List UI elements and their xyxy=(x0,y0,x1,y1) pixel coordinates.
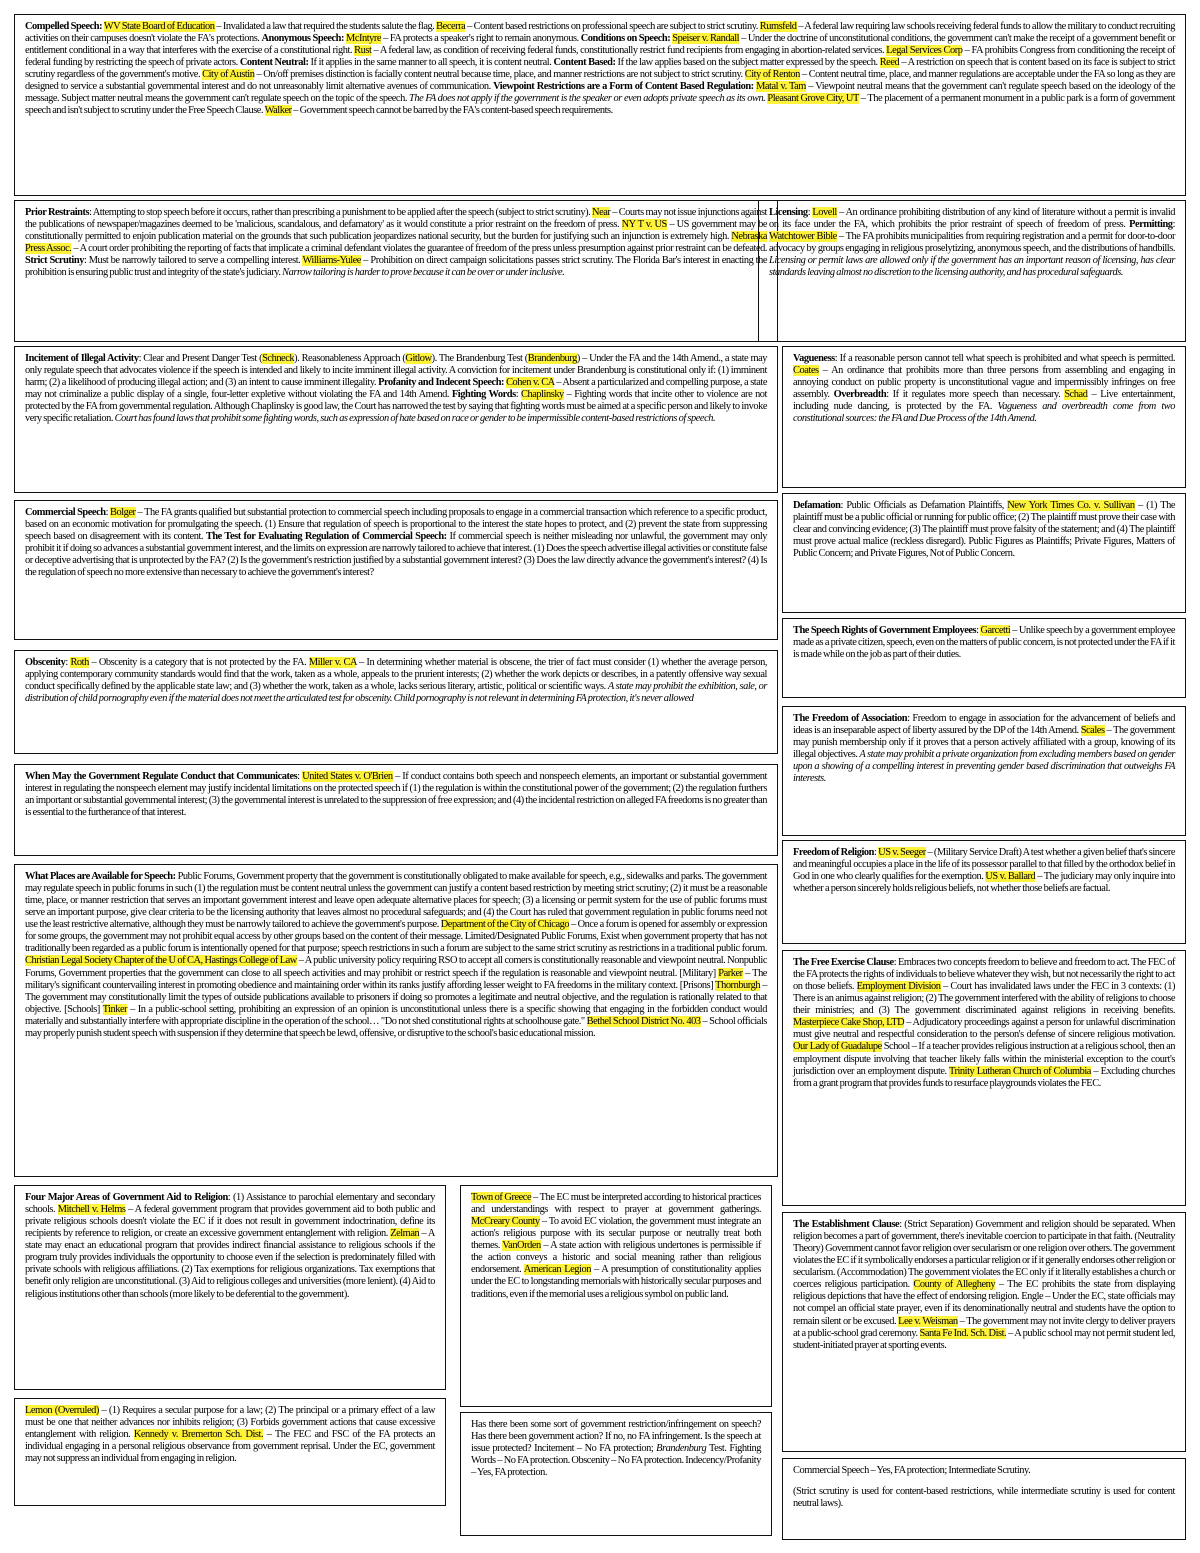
text-segment: : If a reasonable person cannot tell what speech is prohibited and what speech is permitted. xyxy=(834,353,1175,364)
case-name-highlight: Roth xyxy=(70,657,89,668)
text-segment: : Freedom to engage in association for the advancement of beliefs and ideas is an inseparable aspect of liberty assured by the DP of the 14th Amend. xyxy=(793,713,1176,737)
text-segment: – Fighting words that incite other to violence are not protected by the FA from governmental regulation. Although Chaplinsky is good law, the Court has narrowed the test by saying that fighting words must be aimed at a specific person and likely to invoke very specific retaliation. xyxy=(25,389,767,425)
heading-term: Compelled Speech: xyxy=(25,21,103,32)
heading-term: Fighting Words xyxy=(451,389,516,401)
case-name-highlight: Lemon (Overruled) xyxy=(25,1405,99,1416)
paragraph xyxy=(25,1192,435,1301)
text-segment: – A federal law requiring law schools receiving federal funds to allow the military to conduct recruiting activities on their campuses doesn't violate the FA's protections. xyxy=(25,21,1176,45)
text-segment: – The government may punish membership only if it proves that a person actively affiliated with a group, knowing of its illegal objectives. xyxy=(793,725,1175,761)
case-name-highlight: Chaplinsky xyxy=(520,389,564,401)
paragraph xyxy=(769,207,1175,279)
text-segment: – A state action with religious undertones is permissible if the action conveys a historic and social meaning rather than religious endorsement. xyxy=(471,1240,761,1276)
text-segment: – If conduct contains both speech and nonspeech elements, an important or substantial government interest in regulating the nonspeech element may justify incidental limitations on the protected speech if (1) the regulation is within the constitutional power of the government; (2) the regulation furthers an important or substantial governmental interest; (3) the governmental interest is unrelated to the suppression of free expression; and (4) the incidental restriction on alleged FA freedoms is no greater than is essential to the furtherance of that interest. xyxy=(25,771,767,819)
text-segment: – The government may not invite clergy to deliver prayers at a public-school grad ceremony. xyxy=(793,1315,1176,1339)
case-name-highlight: US v. Ballard xyxy=(985,871,1036,883)
case-name-highlight: Speiser v. Randall xyxy=(672,33,740,45)
paragraph xyxy=(793,1219,1175,1352)
case-name-highlight: Brandenburg xyxy=(527,353,577,364)
text-segment: – Live entertainment, including nude dancing, is protected by the FA. xyxy=(793,389,1175,413)
text-segment: School – If a teacher provides religious instruction at a religious school, then an employment dispute involving that teacher likely falls within the ministerial exception to the court's jurisdiction over an employment dispute. xyxy=(793,1041,1176,1077)
case-name-highlight: Lee v. Weisman xyxy=(898,1315,958,1327)
case-name-highlight: Coates xyxy=(793,365,819,377)
text-segment: – The EC must be interpreted according to historical practices and understandings with respect to prayer at government gatherings. xyxy=(471,1192,762,1216)
heading-term: The Free Exercise Clause xyxy=(793,957,894,968)
paragraph xyxy=(25,21,1175,118)
italic-note: The FA does not apply if the government is the speaker or even adopts private speech as its own. xyxy=(409,93,766,105)
heading-term: Incitement of Illegal Activity xyxy=(25,353,139,364)
text-segment: : Must be narrowly tailored to serve a compelling interest. xyxy=(83,255,303,267)
text-segment: – A state may enact an educational program that provides indirect financial assistance to religious schools if the program truly provides individuals the opportunity to choose even if the selection is predominately filled with private schools with religious affiliations. (2) Tax exemptions for religious organizations. Tax exemptions that benefit only religion are unconstitutional. (3) Aid to religious colleges and universities (more lenient). (4) Aid to religious institutions other than schools (more likely to be deferential to the government). xyxy=(25,1228,435,1300)
licensing-box xyxy=(758,200,1186,342)
paragraph xyxy=(793,353,1175,425)
heading-term: What Places are Available for Speech: xyxy=(25,871,176,882)
case-name-highlight: Employment Division xyxy=(856,981,941,993)
text-segment: – A federal government program that provides government aid to both public and private religious schools doesn't violate the EC if it does not result in government indoctrination, define its recipients by reference to religion, or create an excessive government entanglement with religion. xyxy=(25,1204,435,1240)
text-segment: – (1) Requires a secular purpose for a law; (2) The principal or a primary effect of a law must be one that neither advances nor inhibits religion; (3) Forbids government actions that cause excessive entanglement with religion. xyxy=(25,1405,435,1441)
conduct-that-communicates-box xyxy=(14,764,778,856)
italic-note: A state may prohibit the exhibition, sale, or distribution of child pornography even if the material does not meet the articulated test for obscenity. Child pornography is not relevant in determining FA protection, it's never allowed xyxy=(25,681,768,705)
text-segment: – Unlike speech by a government employee made as a private citizen, speech, even on the matters of public concern, is not protected under the FA if it is made while on the job as part of their duties. xyxy=(793,625,1175,661)
case-name-highlight: City of Austin xyxy=(202,69,255,81)
text-segment: – The government may constitutionally limit the types of outside publications available to prisoners if doing so promotes a legitimate and neutral objective, and the regulation is rationally related to that objective. [Schools] xyxy=(25,979,767,1015)
text-segment: ) – Under the FA and the 14th Amend., a state may only regulate speech that advocates violence if the speech is intended and likely to incite imminent illegal activity. A conviction for incitement under Brandenburg is constitutional only if: (1) imminent harm; (2) a likelihood of producing illegal action; and (3) an intent to cause imminent illegality. xyxy=(25,353,767,389)
text-segment: : xyxy=(1172,219,1175,231)
free-exercise-box xyxy=(782,950,1186,1206)
text-segment: – A public school may not permit student led, student-initiated prayer at sporting events. xyxy=(793,1327,1175,1351)
heading-term: Commercial Speech xyxy=(25,507,106,518)
text-segment: – A presumption of constitutionality applies under the EC to longstanding memorials with historically secular purposes and traditions, even if the memorial uses a religious symbol on public land. xyxy=(471,1264,761,1300)
commercial-speech-box xyxy=(14,500,778,640)
text-segment: – Government speech cannot be barred by the FA's content-based speech requirements. xyxy=(291,105,613,117)
case-name-highlight: Garcetti xyxy=(980,625,1011,636)
case-name-highlight: Lovell xyxy=(812,207,837,218)
case-name-highlight: Parker xyxy=(718,967,743,979)
paragraph xyxy=(793,847,1175,895)
heading-term: The Test for Evaluating Regulation of Commercial Speech: xyxy=(205,531,447,543)
text-segment: – In a public-school setting, prohibiting an expression of an opinion is unconstitutional unless there is a specific showing that engaging in the forbidden conduct would materially and substantially interfere with appropriate discipline in the operation of the school… "Do not shed constitutional rights at schoolhouse gate." xyxy=(25,1003,767,1027)
paragraph xyxy=(793,1465,1175,1477)
text-segment: ). Reasonableness Approach ( xyxy=(294,353,406,364)
italic-note: Brandenburg xyxy=(656,1443,707,1455)
text-segment: Test. Fighting Words – No FA protection. Obscenity – No FA protection. Indecency/Profanity – Yes, FA protection. xyxy=(471,1443,761,1479)
case-name-highlight: Trinity Lutheran Church of Columbia xyxy=(948,1065,1091,1077)
text-segment: – (1) The plaintiff must be a public official or running for public office; (2) The plaintiff must prove their case with clear and convincing evidence; (3) The plaintiff must prove falsity of the statement; and (4) The plaintiff must prove actual malice (reckless disregard). Public Figures as Plaintiffs; Private Figures, Matters of Public Concern; and Private Figures, Not of Public Concern. xyxy=(793,500,1175,560)
text-segment: – FA protects a speaker's right to remain anonymous. xyxy=(381,33,581,45)
heading-term: Licensing xyxy=(769,207,808,218)
case-name-highlight: Miller v. CA xyxy=(308,657,357,668)
heading-term: Permitting xyxy=(1129,219,1173,231)
case-name-highlight: Our Lady of Guadalupe xyxy=(793,1041,882,1053)
paragraph xyxy=(25,1405,435,1465)
text-segment: : (Strict Separation) Government and religion should be separated. When religion becomes a part of government, there's inevitable coercion to participate in that faith. (Neutrality Theory) Government cannot favor religion over secularism or one religion over others. The government violates the EC if it symbolically endorses a particular religion or if it generally endorses other religion or secularism. (Accommodation) The government violates the EC only if it literally establishes a church or coerces religious participation. xyxy=(793,1219,1175,1291)
case-name-highlight: WV State Board of Education xyxy=(103,21,215,32)
text-segment: If the law applies based on the subject matter expressed by the speech. xyxy=(615,57,880,69)
case-name-highlight: Legal Services Corp xyxy=(886,45,963,57)
case-name-highlight: Tinker xyxy=(102,1003,128,1015)
case-name-highlight: US v. Seeger xyxy=(878,847,926,858)
text-segment: – An ordinance that prohibits more than three persons from assembling and engaging in annoying conduct on public property is unconstitutional vague and impermissibly infringes on free assembly. xyxy=(793,365,1175,401)
case-name-highlight: Town of Greece xyxy=(471,1192,532,1203)
paragraph xyxy=(25,507,767,579)
paragraph xyxy=(25,353,767,425)
heading-term: Freedom of Religion xyxy=(793,847,874,858)
freedom-of-religion-box xyxy=(782,840,1186,944)
case-name-highlight: County of Allegheny xyxy=(913,1279,996,1291)
text-segment: : xyxy=(65,657,71,668)
public-forums-box xyxy=(14,864,778,1177)
text-segment: – Invalidated a law that required the students salute the flag. xyxy=(214,21,437,32)
text-segment: – Courts may not issue injunctions against the publications of newspaper/magazines deemed to be 'malicious, scandalous, and defamatory' as it would constitute a prior restraint on the freedom of press. xyxy=(25,207,767,231)
paragraph xyxy=(25,207,767,279)
commercial-speech-summary-box xyxy=(782,1458,1186,1540)
paragraph xyxy=(793,957,1175,1090)
heading-term: Overbreadth xyxy=(833,389,887,401)
text-segment: – The EC prohibits the state from displaying religious depictions that have the effect of endorsing religion. Engle – Under the EC, state officials may not compel an official state prayer, even if its denominationally neutral and students have the option to remain silent or be excused. xyxy=(793,1279,1176,1327)
text-segment: If it applies in the same manner to all speech, it is content neutral. xyxy=(308,57,554,69)
text-segment: : xyxy=(105,507,110,518)
text-segment: – Content neutral time, place, and manner regulations are acceptable under the FA so long as they are designed to service a substantial governmental interest and do not unreasonably limit alternative avenues of communication. xyxy=(25,69,1175,93)
text-segment: – Content based restrictions on professional speech are subject to strict scrutiny. xyxy=(465,21,760,32)
heading-term: Profanity and Indecent Speech: xyxy=(378,377,505,389)
text-segment: – Adjudicatory proceedings against a person for unlawful discrimination must give neutral and respectful consideration to the person's defense of sincere religious motivation. xyxy=(793,1017,1175,1041)
case-name-highlight: Watchtower Bible xyxy=(769,231,837,243)
case-name-highlight: New York Times Co. v. Sullivan xyxy=(1007,500,1135,511)
heading-term: Defamation xyxy=(793,500,841,511)
italic-note: Vagueness and overbreadth come from two constitutional sources: the FA and Due Process of the 14th Amend. xyxy=(793,401,1175,425)
case-name-highlight: Zelman xyxy=(390,1228,420,1240)
compelled-speech-box xyxy=(14,14,1186,196)
town-of-greece-box xyxy=(460,1185,772,1407)
case-name-highlight: McCreary County xyxy=(471,1216,540,1228)
text-segment: – To avoid EC violation, the government must integrate an action's religious purpose with its secular purpose or neutrally treat both themes. xyxy=(471,1216,761,1252)
government-action-question-box xyxy=(460,1412,772,1536)
heading-term: Strict Scrutiny xyxy=(25,255,84,267)
case-name-highlight: Cohen v. CA xyxy=(506,377,555,389)
text-segment: – The FA grants qualified but substantial protection to commercial speech including proposals to engage in a commercial transaction which reference to a specific product, based on an economic motivation for promulgating the speech. (1) Ensure that regulation of speech is proportional to the interest the state hopes to protect, and (2) prevent the state from suppressing speech based on disagreement with its content. xyxy=(25,507,767,543)
establishment-clause-box xyxy=(782,1212,1186,1452)
case-name-highlight: Pleasant Grove City, UT xyxy=(767,93,859,105)
italic-note: A state may prohibit a private organization from excluding members based on gender upon a showing of a compelling interest in preventing gender based discrimination that outweighs FA interests. xyxy=(793,749,1175,785)
text-segment: – The judiciary may only inquire into whether a person sincerely holds religious beliefs, not whether those beliefs are factual. xyxy=(793,871,1175,895)
text-segment: Has there been some sort of government restriction/infringement on speech? Has there been government action? If no, no FA infringement. Is the speech at issue protected? Incitement – No FA protection; xyxy=(471,1419,761,1455)
heading-term: Prior Restraints xyxy=(25,207,90,218)
case-name-highlight: Thornburgh xyxy=(715,979,761,991)
text-segment: – US government may be constitutionally permitted to enjoin publication material on the grounds that such publication jeopardizes national security, but the burden for justifying such an injunction is extremely high. xyxy=(25,219,767,243)
case-name-highlight: Rust xyxy=(354,45,372,57)
text-segment: – The FA prohibits municipalities from requiring registration and a permit for door-to-door advocacy by groups engaging in religious proselytizing, anonymous speech, and the distributions of handbills. xyxy=(769,231,1175,255)
paragraph xyxy=(793,500,1175,560)
case-name-highlight: Near xyxy=(592,207,611,218)
text-segment: : xyxy=(976,625,981,636)
text-segment: ). The Brandenburg Test ( xyxy=(431,353,528,364)
text-segment: – A federal law, as condition of receiving federal funds, constitutionally restrict fund recipients from engaging in abortion-related services. xyxy=(371,45,887,57)
text-segment: – In determining whether material is obscene, the trier of fact must consider (1) whether the average person, applying contemporary community standards would find that the work, taken as a whole, appeals to the prurient interests; (2) whether the work depicts or describes, in a patently offensive way sexual conduct specifically defined by the applicable state law; and (3) whether the work, taken as a whole, lacks serious literary, artistic, political or scientific ways. xyxy=(25,657,767,693)
paragraph xyxy=(25,657,767,705)
paragraph xyxy=(25,771,767,819)
text-segment: : xyxy=(874,847,879,858)
italic-note: Narrow tailoring is harder to prove because it can be over or under inclusive. xyxy=(282,267,565,279)
text-segment: Commercial Speech – Yes, FA protection; Intermediate Scrutiny. xyxy=(793,1465,1031,1476)
heading-term: When May the Government Regulate Conduct that Communicates xyxy=(25,771,298,782)
obscenity-box xyxy=(14,650,778,754)
case-name-highlight: Nebraska Press Assoc. xyxy=(25,231,767,255)
case-name-highlight: McIntyre xyxy=(346,33,382,45)
text-segment: – A public university policy requiring RSO to accept all comers is constitutionally reasonable and viewpoint neutral. Nonpublic Forums, Government properties that the government can close to all speech activities and may prohibit or restrict speech if the regulation is reasonable and viewpoint neutral. [Military] xyxy=(25,955,767,979)
text-segment: – A court order prohibiting the reporting of facts that implicate a criminal defendant violates the guarantee of freedom of the press unless presumption against prior restraint can be defeated. xyxy=(71,243,768,255)
text-segment: – Court has invalidated laws under the FEC in 3 contexts: (1) There is an animus against religion; (2) The government interfered with the ability of religions to choose their ministries; and (3) The government discriminated against religions in receiving benefits. xyxy=(793,981,1175,1017)
text-segment: – The placement of a permanent monument in a public park is a form of government speech and isn't subject to scrutiny under the Free Speech Clause. xyxy=(25,93,1175,117)
text-segment: – Absent a particularized and compelling purpose, a state may not criminalize a public display of a single, four-letter expletive without violating the FA and 14th Amend. xyxy=(25,377,767,401)
paragraph xyxy=(25,871,767,1040)
case-name-highlight: Santa Fe Ind. Sch. Dist. xyxy=(919,1327,1007,1339)
case-name-highlight: City of Renton xyxy=(744,69,800,81)
italic-note: Court has found laws that prohibit some fighting words, such as expression of hate based on race or gender to be impermissible content-based restrictions of speech. xyxy=(114,413,716,425)
case-name-highlight: VanOrden xyxy=(502,1240,541,1252)
paragraph xyxy=(793,713,1175,785)
heading-term: Obscenity xyxy=(25,657,66,668)
vagueness-box xyxy=(782,346,1186,488)
paragraph xyxy=(471,1192,761,1301)
government-employees-box xyxy=(782,618,1186,698)
case-name-highlight: Mitchell v. Helms xyxy=(57,1204,126,1216)
defamation-box xyxy=(782,493,1186,613)
text-segment: : Clear and Present Danger Test ( xyxy=(138,353,263,364)
case-name-highlight: United States v. O'Brien xyxy=(302,771,393,782)
text-segment: – Obscenity is a category that is not protected by the FA. xyxy=(88,657,309,668)
paragraph xyxy=(793,625,1175,661)
case-name-highlight: Christian Legal Society Chapter of the U of CA, Hastings College of Law xyxy=(25,955,297,967)
case-name-highlight: Masterpiece Cake Shop, LTD xyxy=(793,1017,905,1029)
italic-note: Licensing or permit laws are allowed only if the government has an important reason of licensing, has clear standards leaving almost no discretion to the licensing authority, and has procedural safeguards. xyxy=(769,255,1175,279)
text-segment: : Attempting to stop speech before it occurs, rather than prescribing a punishment to be applied after the speech (subject to strict scrutiny). xyxy=(89,207,593,218)
text-segment: – Prohibition on direct campaign solicitations passes strict scrutiny. The Florida Bar's interest in enacting the prohibition is ensuring public trust and integrity of the state's judiciary. xyxy=(25,255,768,279)
heading-term: Four Major Areas of Government Aid to Religion xyxy=(25,1192,228,1203)
case-name-highlight: Scales xyxy=(1080,725,1105,737)
prior-restraints-box xyxy=(14,200,778,342)
text-segment: (Strict scrutiny is used for content-based restrictions, while intermediate scrutiny is used for content neutral laws). xyxy=(793,1486,1175,1510)
text-segment: Public Forums, Government property that the government is constitutionally obligated to make available for speech, e.g., sidewalks and parks. The government may regulate speech in public forums in such (1) the regulation must be content neutral unless the government can justify a content based restriction by meeting strict scrutiny; (2) it must be a reasonable time, place, or manner restriction that serves an important government interest and leave open adequate alternative places for speech; (3) a licensing or permit system for the use of public forums must serve an important purpose, give clear criteria to be the licensing authority that leaves almost no procedural safeguards; and (4) the Court has ruled that government regulation in public forums need not use the least restrictive alternative, although they must be narrowly tailored to achieve the government's purpose. xyxy=(25,871,767,931)
text-segment: : xyxy=(515,389,521,401)
text-segment: : Embraces two concepts freedom to believe and freedom to act. The FEC of the FA protects the rights of individuals to believe whatever they wish, but not necessarily the right to act on those beliefs. xyxy=(793,957,1175,993)
case-name-highlight: NY T v. US xyxy=(621,219,667,231)
text-segment: : Public Officials as Defamation Plaintiffs, xyxy=(840,500,1008,511)
text-segment: : (1) Assistance to parochial elementary and secondary schools. xyxy=(25,1192,435,1216)
case-name-highlight: Reed xyxy=(879,57,900,69)
text-segment: : xyxy=(297,771,303,782)
case-name-highlight: American Legion xyxy=(523,1264,591,1276)
case-name-highlight: Schneck xyxy=(262,353,295,364)
government-aid-box xyxy=(14,1185,446,1390)
paragraph xyxy=(793,1486,1175,1510)
paragraph-gap xyxy=(793,1477,1175,1486)
heading-term: The Speech Rights of Government Employees xyxy=(793,625,977,636)
case-name-highlight: Schad xyxy=(1064,389,1088,401)
case-name-highlight: Walker xyxy=(264,105,292,117)
freedom-of-association-box xyxy=(782,706,1186,836)
incitement-box xyxy=(14,346,778,493)
text-segment: : If it regulates more speech than necessary. xyxy=(886,389,1065,401)
lemon-box xyxy=(14,1398,446,1506)
heading-term: Content Neutral: xyxy=(239,57,309,69)
text-segment: – School officials may properly punish student speech with suspension if they determine that speech be lewd, offensive, or disruptive to the school's basic educational mission. xyxy=(25,1015,767,1039)
text-segment: – Under the doctrine of unconstitutional conditions, the government can't make the receipt of a government benefit or entitlement conditional in a way that interferes with the exercise of a constitutional right. xyxy=(25,33,1175,57)
text-segment: – The FEC and FSC of the FA protects an individual engaging in a personal religious observance from government reprisal. Under the EC, government may not suppress an individual from engaging in religion. xyxy=(25,1429,436,1465)
case-name-highlight: Williams-Yulee xyxy=(302,255,361,267)
text-segment: – A restriction on speech that is content based on its face is subject to strict scrutiny regardless of the government's motive. xyxy=(25,57,1176,81)
case-name-highlight: Bolger xyxy=(109,507,136,518)
case-name-highlight: Rumsfeld xyxy=(759,21,797,32)
heading-term: Viewpoint Restrictions are a Form of Content Based Regulation: xyxy=(493,81,754,93)
text-segment: – FA prohibits Congress from conditioning the receipt of federal funding by restricting the speech of private actors. xyxy=(25,45,1175,69)
case-name-highlight: Kennedy v. Bremerton Sch. Dist. xyxy=(133,1429,264,1441)
text-segment: – An ordinance prohibiting distribution of any kind of literature without a permit is invalid on its face under the FA, which prohibits the prior restraint of speech of freedom of press. xyxy=(769,207,1175,231)
text-segment: – On/off premises distinction is facially content neutral because time, place, and manner restrictions are not subject to strict scrutiny. xyxy=(254,69,745,81)
text-segment: – Once a forum is opened for assembly or expression for some groups, the government may not prohibit equal access by other groups based on the content of their message. Limited/Designated Public Forums, Exist when government property that has not traditionally been regarded as a public forum is intentionally opened for that purpose; speech restrictions in such a forum are subject to the same strict scrutiny as restrictions in a traditional public forum. xyxy=(25,919,767,955)
case-name-highlight: Matal v. Tam xyxy=(756,81,806,93)
paragraph xyxy=(471,1419,761,1479)
heading-term: The Establishment Clause xyxy=(793,1219,900,1230)
heading-term: Vagueness xyxy=(793,353,835,364)
heading-term: Anonymous Speech: xyxy=(261,33,345,45)
case-name-highlight: Department of the City of Chicago xyxy=(440,919,570,931)
text-segment: : xyxy=(807,207,813,218)
text-segment: – Viewpoint neutral means that the government can't regulate speech based on the ideology of the message. Subject matter neutral means the government can't regulate speech on the topic of the speech. xyxy=(25,81,1175,105)
text-segment: – (Military Service Draft) A test whether a given belief that's sincere and meaningful occupies a place in the life of its possessor parallel to that filled by the orthodox belief in God in one who clearly qualifies for the exemption. xyxy=(793,847,1176,883)
heading-term: The Freedom of Association xyxy=(793,713,908,724)
text-segment: If commercial speech is neither misleading nor unlawful, the government may only prohibit it if doing so advances a substantial government interest, and the limits on expression are narrowly tailored to achieve that interest. (1) Does the speech advertise illegal activities or constitute false or deceptive advertising that is unprotected by the FA? (2) Is the government's restriction justified by a substantial government interest? (3) Does the law directly advance the government's interest? (4) Is the regulation of speech no more extensive than necessary to achieve the government's interest? xyxy=(25,531,767,579)
heading-term: Content Based: xyxy=(553,57,616,69)
case-name-highlight: Gitlow xyxy=(405,353,432,364)
text-segment: – Excluding churches from a grant program that provides funds to resurface playgrounds violates the FEC. xyxy=(793,1065,1175,1089)
case-name-highlight: Becerra xyxy=(436,21,466,32)
case-name-highlight: Bethel School District No. 403 xyxy=(586,1015,701,1027)
heading-term: Conditions on Speech: xyxy=(580,33,671,45)
text-segment: – The military's significant countervailing interest in promoting obedience and maintaining order within its ranks justify affording lesser weight to FA freedoms in the military context. [Prisons] xyxy=(25,967,767,991)
